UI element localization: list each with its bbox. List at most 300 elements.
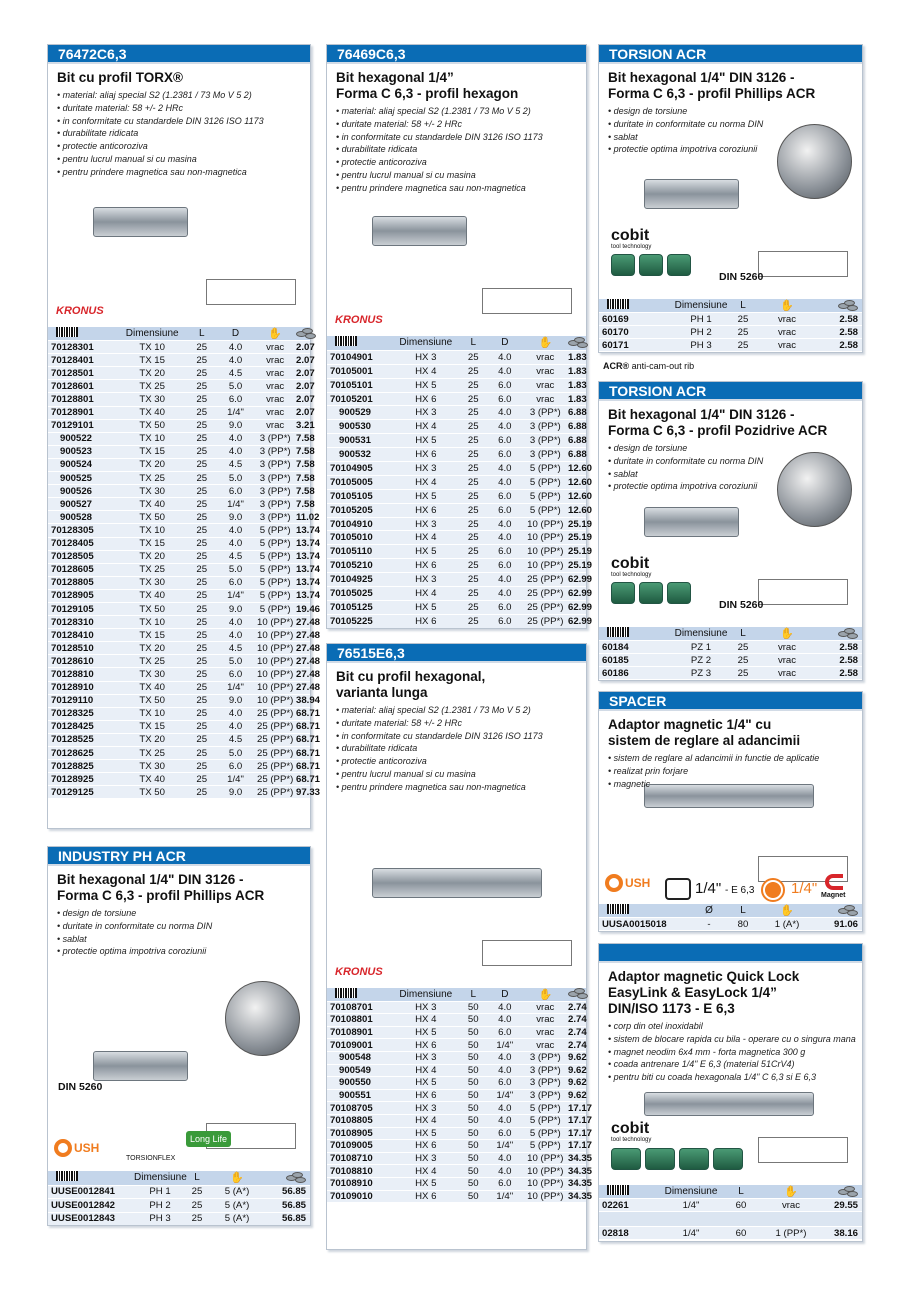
column-header: L	[740, 300, 746, 311]
diameter: 1/4"	[227, 498, 244, 510]
dimension: TX 15	[139, 538, 165, 550]
price: 12.60	[568, 490, 593, 502]
feature-badge-icon	[667, 254, 691, 276]
price: 2.07	[295, 394, 315, 406]
product-table	[327, 335, 593, 628]
packaging: 25 (PP*)	[527, 615, 564, 627]
product-panel	[598, 381, 863, 681]
product-code: 70105205	[330, 504, 373, 516]
feature-badge-icon	[639, 582, 663, 604]
packaging: vrac	[777, 326, 797, 338]
table-row	[327, 586, 593, 600]
feature-list	[599, 439, 862, 493]
table-row	[599, 338, 862, 351]
feature-text: protectie anticoroziva	[62, 141, 148, 152]
price: 17.17	[568, 1115, 593, 1127]
product-title: Bit hexagonal 1/4" DIN 3126 -	[608, 407, 795, 422]
length: 50	[467, 1027, 479, 1039]
table-row	[48, 1185, 310, 1199]
feature-text: sablat	[613, 131, 638, 142]
table-row	[599, 666, 862, 679]
table-row	[327, 1127, 593, 1140]
coins-price-icon	[838, 628, 858, 637]
table-row	[48, 576, 320, 589]
diameter: 1/4"	[496, 1090, 514, 1102]
feature-text: durabilitate ridicata	[62, 128, 139, 139]
table-row	[48, 589, 320, 602]
packaging: 3 (PP*)	[529, 1052, 561, 1064]
diameter: 6.0	[228, 668, 243, 680]
product-table	[599, 1184, 862, 1239]
table-row	[327, 1089, 586, 1102]
feature-text: durabilitate ridicata	[341, 144, 418, 155]
product-table	[48, 326, 320, 798]
product-code: 70105010	[330, 532, 373, 544]
hand-pack-icon: ✋	[538, 988, 553, 1001]
feature-badge-icon	[713, 1148, 743, 1170]
price: 34.35	[568, 1165, 593, 1177]
product-code: 70128505	[51, 551, 94, 563]
dimension: TX 20	[139, 459, 166, 471]
dimension: TX 30	[139, 485, 166, 497]
feature-item: • duritate in conformitate cu norma DIN	[608, 118, 764, 129]
bit-image	[93, 207, 188, 237]
product-table	[599, 626, 862, 679]
price: 17.17	[568, 1102, 593, 1114]
feature-item: • design de torsiune	[608, 106, 688, 116]
table-header-row	[48, 1170, 310, 1185]
packaging: 25 (PP*)	[257, 721, 294, 733]
table-row	[48, 641, 320, 654]
dimension-drawing	[206, 279, 296, 305]
length: 25	[467, 393, 479, 405]
packaging: 10 (PP*)	[257, 616, 294, 628]
dimension: TX 30	[139, 668, 165, 680]
column-header	[599, 627, 673, 640]
product-code: 70105210	[330, 560, 373, 572]
product-panel	[598, 44, 863, 353]
feature-item: • pentru biti cu coada hexagonala 1/4" C 6,3 si E 6,3	[608, 1072, 816, 1083]
packaging: vrac	[266, 380, 285, 392]
price: 91.06	[833, 918, 858, 930]
panel-header-code: TORSION ACR	[599, 45, 862, 64]
length: 25	[737, 339, 749, 351]
product-code: 70128325	[51, 708, 94, 720]
feature-item: • protectie optima impotriva coroziunii	[57, 946, 207, 957]
product-code: 70108810	[330, 1165, 373, 1177]
product-code: 70129101	[51, 420, 94, 432]
feature-text: sistem de blocare rapida cu bila - operare cu o singura mana	[613, 1033, 856, 1044]
length: 25	[196, 616, 208, 628]
price: 6.88	[568, 435, 587, 447]
feature-item: • magnet neodim 6x4 mm - forta magnetica 300 g	[608, 1046, 806, 1057]
packaging: 5 (A*)	[224, 1186, 250, 1198]
packaging: vrac	[266, 420, 285, 432]
feature-text: duritate material: 58 +/- 2 HRc	[62, 102, 183, 113]
length: 25	[737, 667, 749, 679]
diameter: 4.0	[228, 524, 243, 536]
packaging: 10 (PP*)	[257, 668, 294, 680]
price: 56.85	[281, 1213, 306, 1225]
diameter: 4.0	[498, 574, 512, 586]
diameter: 9.0	[228, 786, 243, 798]
feature-item: • design de torsiune	[608, 443, 688, 453]
packaging: 25 (PP*)	[257, 747, 294, 759]
price: 9.62	[568, 1052, 587, 1064]
column-header: L	[740, 628, 746, 639]
table-header-row	[599, 903, 862, 917]
length: 25	[196, 682, 208, 694]
length: 25	[737, 654, 749, 666]
product-title: Forma C 6,3 - profil Phillips ACR	[57, 888, 265, 903]
dimension: HX 6	[415, 1090, 437, 1102]
diameter: 4.0	[228, 708, 243, 720]
feature-item: • duritate in conformitate cu norma DIN	[608, 455, 764, 466]
packaging: 10 (PP*)	[257, 682, 294, 694]
feature-text: durabilitate ridicata	[341, 743, 418, 754]
price: 68.71	[295, 747, 320, 759]
feature-text: duritate material: 58 +/- 2 HRc	[341, 118, 462, 129]
column-header: Dimensiune	[399, 337, 453, 349]
diameter: 4.5	[228, 642, 243, 654]
length: 25	[467, 587, 479, 599]
feature-text: pentru biti cu coada hexagonala 1/4" C 6,3 si E 6,3	[613, 1072, 816, 1083]
packaging: 3 (PP*)	[259, 498, 291, 510]
length: 50	[467, 1014, 479, 1026]
length: 25	[196, 564, 208, 576]
dimension: PH 2	[149, 1199, 171, 1211]
diameter: 5.0	[228, 380, 243, 392]
price: 25.19	[568, 518, 593, 530]
product-code: 70128610	[51, 655, 94, 667]
length: 25	[737, 641, 749, 653]
dimension: HX 6	[415, 393, 437, 405]
dimension: HX 4	[415, 1165, 437, 1177]
diameter: 6.0	[228, 577, 243, 589]
length: 50	[467, 1127, 479, 1139]
table-row	[48, 392, 315, 406]
length: 25	[196, 524, 208, 536]
table-row	[327, 461, 593, 475]
feature-item: • in conformitate cu standardele DIN 3126 ISO 1173	[336, 131, 543, 142]
feature-badge-icon	[611, 582, 635, 604]
price: 2.58	[839, 667, 858, 679]
packaging: 10 (PP*)	[257, 695, 294, 707]
coins-price-icon	[838, 905, 858, 914]
shank-standard-label: - E 6,3	[725, 885, 755, 896]
feature-item: • sablat	[57, 933, 87, 944]
length: 25	[467, 351, 479, 363]
table-row	[48, 484, 315, 497]
barcode-icon	[56, 1171, 78, 1181]
product-title: Bit hexagonal 1/4" DIN 3126 -	[57, 872, 244, 887]
product-code: 70129105	[51, 603, 94, 615]
feature-text: in conformitate cu standardele DIN 3126 ISO 1173	[341, 131, 543, 142]
length: 25	[196, 354, 208, 366]
packaging: 10 (PP*)	[527, 1165, 564, 1177]
packaging: vrac	[536, 1014, 555, 1026]
packaging: 25 (PP*)	[257, 786, 294, 798]
column-header: Dimensiune	[134, 1172, 187, 1184]
table-row	[48, 733, 320, 746]
dimension: HX 5	[415, 490, 437, 502]
dimension: TX 30	[139, 760, 165, 772]
column-header	[757, 627, 817, 640]
feature-item: • protectie optima impotriva coroziunii	[608, 481, 758, 492]
column-header	[757, 904, 817, 917]
packaging: vrac	[777, 654, 797, 666]
column-header: D	[501, 337, 509, 349]
price: 2.74	[568, 1014, 587, 1026]
price: 34.35	[568, 1153, 593, 1165]
feature-list	[599, 749, 862, 790]
table-row	[327, 1177, 593, 1190]
bit-image	[93, 1051, 188, 1081]
length: 25	[196, 655, 208, 667]
feature-text: sistem de reglare al adancimii in functie de aplicatie	[613, 753, 820, 763]
diameter: 4.0	[228, 629, 243, 641]
feature-list	[599, 102, 862, 156]
diameter: 1/4"	[227, 407, 244, 419]
dimension-drawing	[758, 579, 848, 605]
column-header	[254, 327, 296, 340]
feature-text: protectie optima impotriva coroziunii	[613, 144, 758, 155]
price: 19.46	[295, 603, 320, 615]
dimension: HX 3	[415, 351, 437, 363]
packaging: vrac	[536, 365, 555, 377]
table-row	[48, 785, 320, 798]
diameter: 4.0	[228, 616, 243, 628]
diameter: 4.0	[498, 532, 512, 544]
brand-logo: KRONUS	[335, 966, 383, 978]
dimension: TX 40	[139, 773, 165, 785]
length: 25	[467, 546, 479, 558]
brand-subtitle: tool technology	[611, 244, 652, 250]
table-row	[48, 563, 320, 576]
packaging: 5 (PP*)	[259, 577, 291, 589]
product-code: 70128601	[51, 380, 94, 392]
table-row	[327, 558, 593, 572]
price: 38.16	[833, 1227, 858, 1239]
length: 25	[196, 747, 208, 759]
packaging: 5 (PP*)	[259, 590, 291, 602]
price: 68.71	[295, 734, 320, 746]
feature-text: protectie optima impotriva coroziunii	[62, 946, 207, 957]
length: 50	[467, 1190, 479, 1202]
acr-footnote-text: anti-cam-out rib	[629, 361, 695, 371]
diameter: 6.0	[498, 1077, 512, 1089]
feature-item: • corp din otel inoxidabil	[608, 1021, 703, 1031]
column-header	[523, 988, 568, 1001]
length: 25	[467, 490, 479, 502]
dimension: HX 5	[415, 1027, 437, 1039]
packaging: 25 (PP*)	[527, 601, 564, 613]
table-row	[327, 364, 586, 378]
packaging: 10 (PP*)	[257, 655, 294, 667]
dimension: HX 4	[415, 587, 437, 599]
diameter: 9.0	[228, 603, 243, 615]
diameter: 4.0	[498, 462, 512, 474]
price: 2.74	[568, 1039, 587, 1051]
product-code: 70105005	[330, 476, 373, 488]
feature-item: • duritate in conformitate cu norma DIN	[57, 920, 213, 931]
price: 2.58	[839, 313, 858, 325]
product-code: 70105025	[330, 587, 373, 599]
price: 13.74	[295, 538, 320, 550]
table-row	[327, 530, 593, 544]
coins-price-icon	[286, 1172, 306, 1181]
product-code: UUSE0012843	[51, 1213, 116, 1225]
product-code: 70104905	[330, 462, 373, 474]
price: 1.83	[568, 393, 587, 405]
product-code: 900524	[60, 459, 93, 471]
product-code: 900548	[339, 1052, 372, 1064]
length: 80	[737, 918, 749, 930]
diameter: 6.0	[498, 1178, 512, 1190]
packaging: vrac	[777, 339, 797, 351]
price: 7.58	[296, 433, 315, 445]
diameter: 6.0	[498, 1127, 512, 1139]
diameter: 1/4"	[496, 1039, 514, 1051]
feature-item: • pentru prindere magnetica sau non-magnetica	[57, 166, 247, 177]
feature-list	[327, 102, 586, 195]
length: 25	[196, 786, 208, 798]
length: 50	[467, 1115, 479, 1127]
price: 27.48	[295, 655, 320, 667]
hand-pack-icon: ✋	[538, 337, 553, 350]
price: 2.07	[295, 354, 315, 366]
price: 12.60	[568, 462, 593, 474]
dimension: PZ 3	[690, 667, 712, 679]
product-panel	[598, 691, 863, 932]
brand-logo: cobit	[611, 555, 650, 572]
packaging: 5 (PP*)	[259, 564, 291, 576]
column-header	[761, 1185, 821, 1198]
price: 62.99	[568, 587, 593, 599]
table-row	[327, 447, 586, 461]
length: 25	[737, 326, 749, 338]
price: 17.17	[568, 1140, 593, 1152]
hexagon-orange-icon	[761, 878, 785, 902]
dimension: HX 6	[415, 1190, 437, 1202]
column-header: Dimensiune	[664, 1186, 718, 1197]
diameter: 1/4"	[227, 590, 244, 602]
length: 25	[467, 504, 479, 516]
length: 25	[467, 615, 479, 627]
price: 34.35	[568, 1178, 593, 1190]
table-row	[599, 640, 862, 653]
price: 62.99	[568, 574, 593, 586]
price: 2.74	[568, 1001, 587, 1013]
feature-text: protectie optima impotriva coroziunii	[613, 481, 758, 492]
diameter: 4.0	[498, 1052, 512, 1064]
product-code: 70105225	[330, 615, 373, 627]
table-header-row	[599, 298, 862, 312]
product-code: 70108805	[330, 1115, 373, 1127]
dimension: TX 50	[139, 603, 165, 615]
dimension: HX 6	[415, 449, 437, 461]
packaging: vrac	[536, 351, 555, 363]
table-row	[48, 1212, 310, 1226]
dimension: TX 30	[139, 394, 165, 406]
table-row	[48, 667, 320, 680]
packaging: 5 (PP*)	[529, 462, 561, 474]
diameter: 6.0	[228, 394, 243, 406]
diameter: 4.0	[228, 341, 243, 353]
length: 60	[735, 1199, 747, 1211]
packaging: 5 (PP*)	[529, 1140, 561, 1152]
dimension: PH 1	[690, 313, 712, 325]
dimension: HX 5	[415, 1077, 437, 1089]
length: 25	[196, 721, 208, 733]
dimension: HX 4	[415, 1064, 437, 1076]
length: 25	[196, 485, 208, 497]
product-code: 70105105	[330, 490, 373, 502]
dimension: -	[707, 918, 711, 930]
packaging: 5 (A*)	[224, 1199, 250, 1211]
dimension: TX 30	[139, 577, 165, 589]
feature-item: • pentru prindere magnetica sau non-magnetica	[336, 781, 526, 792]
feature-text: duritate in conformitate cu norma DIN	[62, 920, 213, 931]
feature-item: • sistem de reglare al adancimii in functie de aplicatie	[608, 753, 820, 763]
price: 62.99	[568, 615, 593, 627]
packaging: 10 (PP*)	[527, 1190, 564, 1202]
price: 12.60	[568, 504, 593, 516]
length: 25	[196, 590, 208, 602]
price: 9.62	[568, 1064, 587, 1076]
packaging: vrac	[536, 1039, 555, 1051]
feature-list	[327, 701, 586, 794]
product-code: 60169	[602, 313, 629, 325]
column-header	[817, 905, 862, 917]
bit-tip-closeup	[225, 981, 300, 1056]
product-title: Adaptor magnetic 1/4" cu	[608, 717, 772, 732]
feature-item: • durabilitate ridicata	[336, 144, 418, 155]
column-header: L	[470, 988, 476, 1000]
product-title: Adaptor magnetic Quick Lock	[608, 969, 800, 984]
product-title: Forma C 6,3 - profil hexagon	[336, 86, 519, 101]
length: 25	[737, 313, 749, 325]
dimension: TX 10	[139, 708, 165, 720]
column-header	[817, 628, 862, 640]
diameter: 1/4"	[496, 1190, 514, 1202]
price: 27.48	[295, 616, 320, 628]
length: 25	[467, 379, 479, 391]
dimension: HX 4	[415, 476, 437, 488]
dimension: TX 50	[139, 511, 166, 523]
length: 25	[191, 1186, 203, 1198]
diameter: 6.0	[228, 760, 243, 772]
panel-header-code: 76469C6,3	[327, 45, 586, 64]
product-code: 60170	[602, 326, 629, 338]
length: 25	[196, 394, 208, 406]
packaging: 1 (PP*)	[775, 1227, 807, 1239]
table-row	[48, 471, 315, 484]
product-code: 70128301	[51, 341, 94, 353]
length: 25	[196, 642, 208, 654]
dimension: 1/4"	[682, 1227, 700, 1239]
packaging: 5 (PP*)	[529, 1115, 561, 1127]
length: 25	[196, 459, 208, 471]
price: 27.48	[295, 682, 320, 694]
product-code: 70128625	[51, 747, 94, 759]
product-title: Bit hexagonal 1/4" DIN 3126 -	[608, 70, 795, 85]
product-code: 70108710	[330, 1153, 373, 1165]
column-header	[599, 1185, 661, 1198]
coins-price-icon	[568, 988, 588, 997]
diameter: 4.0	[228, 538, 243, 550]
feature-item: • durabilitate ridicata	[57, 128, 139, 139]
